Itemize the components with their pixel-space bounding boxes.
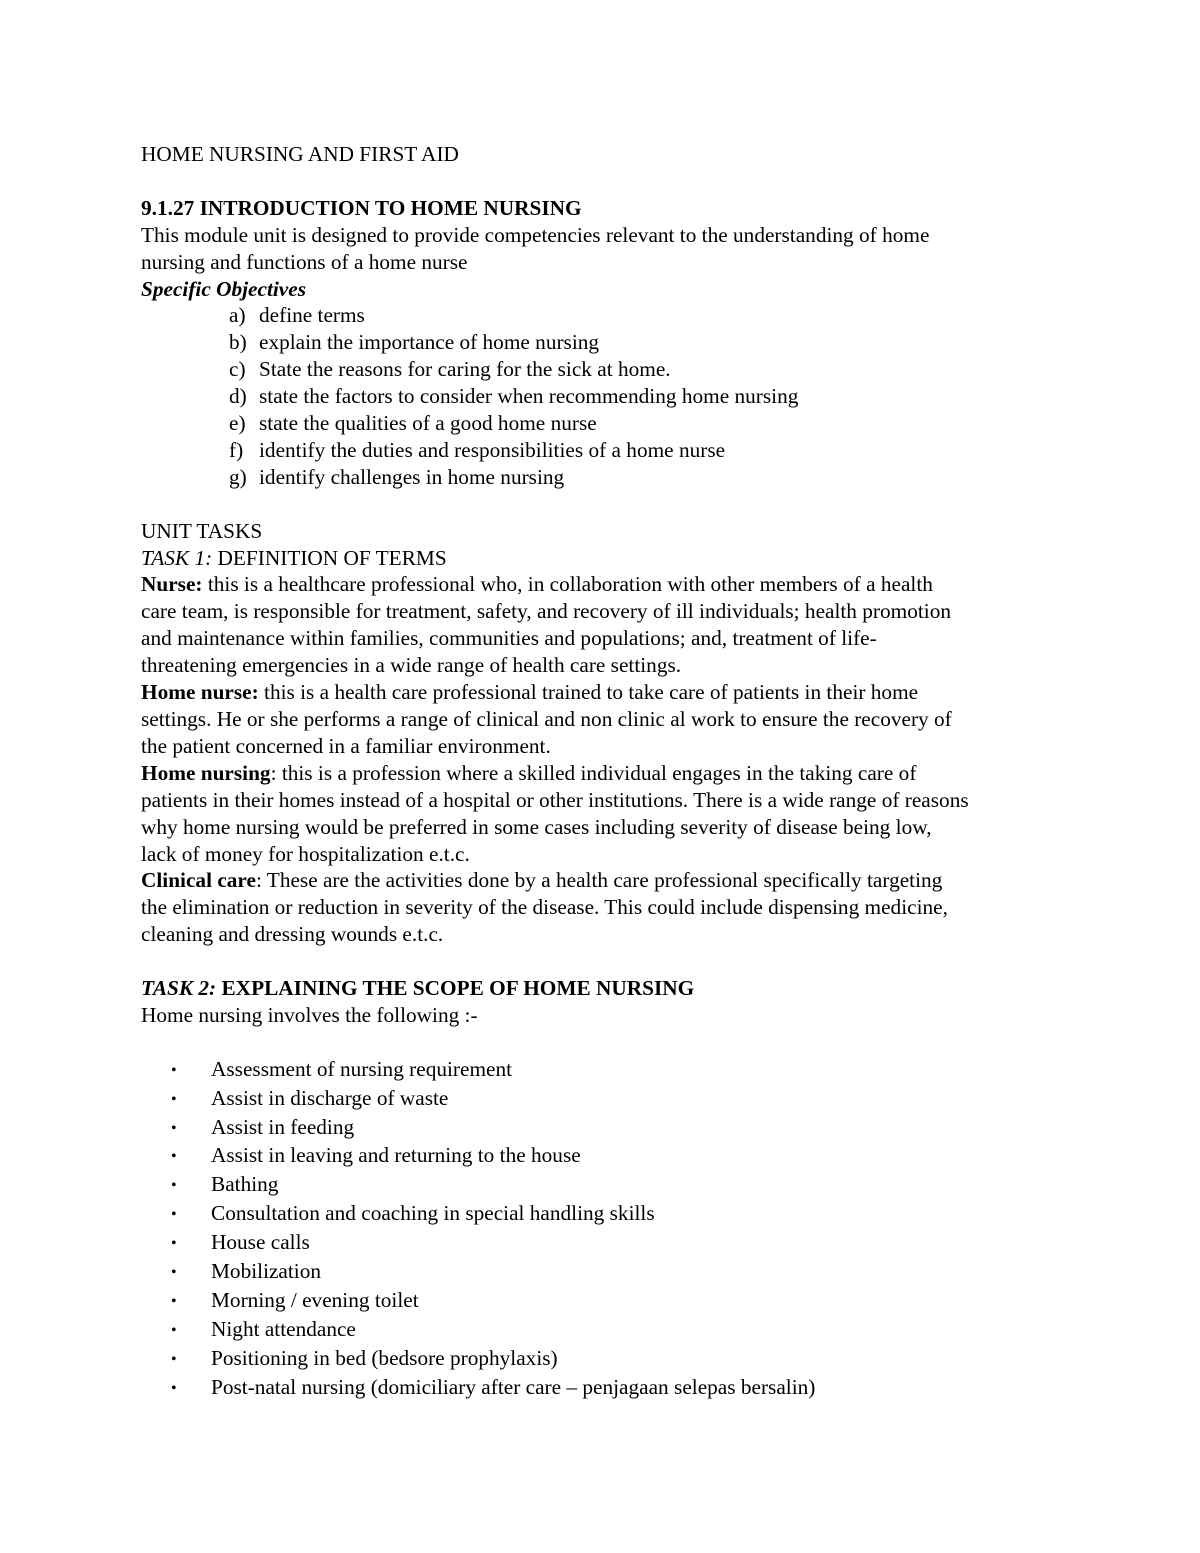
list-item	[141, 1085, 1071, 1114]
objective-item	[141, 464, 1071, 491]
spacer	[141, 168, 1071, 195]
definition-line: cleaning and dressing wounds e.t.c.	[141, 922, 444, 947]
bullet-icon: •	[171, 1090, 177, 1108]
task1-title: DEFINITION OF TERMS	[212, 545, 447, 570]
bullet-icon: •	[171, 1148, 177, 1166]
list-item	[141, 1171, 1071, 1200]
definition-term: Clinical care	[141, 868, 256, 893]
list-item	[141, 1287, 1071, 1316]
list-item	[141, 1142, 1071, 1171]
list-item	[141, 1056, 1071, 1085]
definition-clinical-care	[141, 867, 1071, 948]
list-item-text: Assist in leaving and returning to the house	[211, 1143, 581, 1168]
list-item-text: Post-natal nursing (domiciliary after care – penjagaan selepas bersalin)	[211, 1374, 816, 1399]
list-item-text: House calls	[211, 1230, 310, 1255]
list-item	[141, 1316, 1071, 1345]
objective-item	[141, 302, 1071, 329]
objective-text: explain the importance of home nursing	[259, 330, 600, 355]
objective-marker: f)	[229, 437, 244, 462]
objectives-heading: Specific Objectives	[141, 276, 306, 301]
bullet-icon: •	[171, 1379, 177, 1397]
objective-marker: d)	[229, 384, 247, 409]
list-item	[141, 1345, 1071, 1374]
objective-item	[141, 356, 1071, 383]
definition-first-line	[141, 571, 1071, 598]
objective-marker: e)	[229, 411, 246, 436]
bullet-icon: •	[171, 1177, 177, 1195]
list-item-text: Assist in discharge of waste	[211, 1085, 449, 1110]
bullet-icon: •	[171, 1061, 177, 1079]
list-item	[141, 1229, 1071, 1258]
definition-term: Home nursing	[141, 760, 271, 785]
definition-line: the patient concerned in a familiar environment.	[141, 733, 551, 758]
bullet-icon: •	[171, 1264, 177, 1282]
objective-text: identify challenges in home nursing	[259, 464, 565, 489]
definition-line: lack of money for hospitalization e.t.c.	[141, 841, 470, 866]
list-item	[141, 1258, 1071, 1287]
intro-line: This module unit is designed to provide competencies relevant to the understanding of home	[141, 222, 930, 247]
spacer	[141, 1029, 1071, 1056]
definition-line: settings. He or she performs a range of clinical and non clinic al work to ensure the recovery of	[141, 707, 952, 731]
scope-list	[141, 1056, 1071, 1403]
intro-line: nursing and functions of a home nurse	[141, 249, 468, 274]
document-title: HOME NURSING AND FIRST AID	[141, 142, 459, 166]
definition-line: threatening emergencies in a wide range of health care settings.	[141, 653, 682, 678]
definition-term: Home nurse:	[141, 680, 259, 705]
definition-term: Nurse:	[141, 572, 203, 597]
list-item-text: Positioning in bed (bedsore prophylaxis)	[211, 1345, 558, 1370]
objective-text: state the qualities of a good home nurse	[259, 411, 597, 436]
definition-text: this is a health care professional trained to take care of patients in their home	[258, 680, 919, 705]
spacer	[141, 491, 1071, 518]
definition-line: the elimination or reduction in severity of the disease. This could include dispensing medicine,	[141, 895, 948, 920]
list-item	[141, 1374, 1071, 1403]
task1-heading	[141, 545, 1071, 572]
task2-heading	[141, 975, 1071, 1002]
list-item-text: Assist in feeding	[211, 1114, 355, 1139]
objective-text: identify the duties and responsibilities of a home nurse	[259, 437, 726, 462]
definition-text: : this is a profession where a skilled individual engages in the taking care of	[270, 760, 917, 785]
definition-home-nursing	[141, 760, 1071, 868]
list-item-text: Morning / evening toilet	[211, 1288, 419, 1312]
task2-title: EXPLAINING THE SCOPE OF HOME NURSING	[216, 976, 695, 1001]
list-item-text: Night attendance	[211, 1316, 356, 1341]
definition-text: this is a healthcare professional who, in collaboration with other members of a health	[202, 572, 933, 597]
spacer	[141, 948, 1071, 975]
definition-line: why home nursing would be preferred in some cases including severity of disease being low,	[141, 814, 932, 839]
task2-label: TASK 2:	[141, 976, 217, 1001]
definition-nurse	[141, 571, 1071, 679]
definition-line: patients in their homes instead of a hospital or other institutions. There is a wide range of reasons	[141, 787, 969, 812]
section-heading: 9.1.27 INTRODUCTION TO HOME NURSING	[141, 195, 582, 220]
objective-text: state the factors to consider when recommending home nursing	[259, 384, 799, 409]
definition-first-line	[141, 760, 1071, 787]
unit-tasks-heading: UNIT TASKS	[141, 518, 263, 543]
definition-text: : These are the activities done by a health care professional specifically targeting	[255, 868, 943, 893]
definition-first-line	[141, 679, 1071, 706]
task1-label: TASK 1:	[141, 545, 213, 570]
document-page	[141, 141, 1071, 1403]
bullet-icon: •	[171, 1293, 177, 1310]
objective-marker: b)	[229, 330, 247, 355]
objective-text: define terms	[259, 303, 365, 328]
objective-item	[141, 383, 1071, 410]
bullet-icon: •	[171, 1321, 177, 1339]
list-item-text: Assessment of nursing requirement	[211, 1056, 513, 1081]
list-item	[141, 1114, 1071, 1143]
bullet-icon: •	[171, 1206, 177, 1224]
objective-item	[141, 329, 1071, 356]
bullet-icon: •	[171, 1350, 177, 1368]
bullet-icon: •	[171, 1235, 177, 1253]
list-item	[141, 1200, 1071, 1229]
objective-marker: a)	[229, 303, 246, 328]
definition-home-nurse	[141, 679, 1071, 760]
list-item-text: Mobilization	[211, 1259, 322, 1284]
list-item-text: Consultation and coaching in special handling skills	[211, 1201, 655, 1226]
definition-first-line	[141, 867, 1071, 894]
task2-intro: Home nursing involves the following :-	[141, 1002, 478, 1027]
objectives-list	[141, 302, 1071, 490]
objective-text: State the reasons for caring for the sick at home.	[259, 357, 671, 382]
objective-item	[141, 437, 1071, 464]
objective-marker: c)	[229, 357, 246, 382]
list-item-text: Bathing	[211, 1172, 279, 1197]
definition-line: and maintenance within families, communities and populations; and, treatment of life-	[141, 626, 877, 651]
objective-item	[141, 410, 1071, 437]
bullet-icon: •	[171, 1119, 177, 1137]
definition-line: care team, is responsible for treatment, safety, and recovery of ill individuals; health promotion	[141, 599, 952, 624]
objective-marker: g)	[229, 464, 247, 489]
